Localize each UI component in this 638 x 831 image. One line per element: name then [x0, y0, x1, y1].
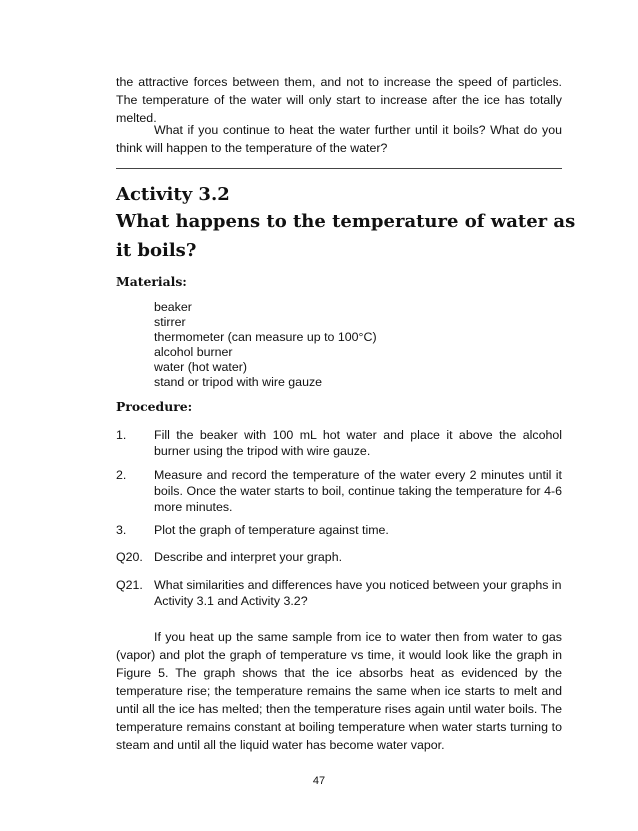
intro-paragraph-1: the attractive forces between them, and not to increase the speed of particles. The temperature of the water will only start to increase after the ice has totally melted.: [116, 75, 562, 125]
materials-item: stirrer: [154, 315, 186, 329]
procedure-step: [116, 522, 562, 538]
intro-paragraph-2: What if you continue to heat the water further until it boils? What do you think will happen to the temperature of the water?: [116, 123, 562, 155]
materials-item: thermometer (can measure up to 100°C): [154, 330, 377, 344]
page-number: 47: [312, 775, 326, 787]
step-text: Measure and record the temperature of the water every 2 minutes until it boils. Once the water starts to boil, continue taking the temperature for 4-6 more minutes.: [154, 468, 562, 514]
step-text: What similarities and differences have you noticed between your graphs in Activity 3.1 and Activity 3.2?: [154, 578, 562, 608]
step-number: 2.: [116, 468, 127, 482]
step-number: 1.: [116, 428, 127, 442]
activity-title: What happens to the temperature of water as it boils?: [116, 211, 576, 261]
materials-list: [154, 300, 377, 390]
materials-item: water (hot water): [154, 360, 247, 374]
step-number: Q20.: [116, 550, 143, 564]
step-number: 3.: [116, 523, 127, 537]
procedure-step: [116, 549, 562, 565]
materials-item: beaker: [154, 300, 192, 314]
step-text: Plot the graph of temperature against time.: [154, 523, 389, 537]
step-number: Q21.: [116, 578, 143, 592]
materials-item: stand or tripod with wire gauze: [154, 375, 323, 389]
section-divider: [116, 168, 562, 169]
procedure-step: [116, 577, 562, 609]
procedure-step: [116, 427, 562, 459]
step-text: Fill the beaker with 100 mL hot water and place it above the alcohol burner using the tripod with wire gauze.: [154, 428, 562, 458]
step-text: Describe and interpret your graph.: [154, 550, 343, 564]
activity-label: Activity 3.2: [116, 184, 230, 205]
procedure-step: [116, 467, 562, 515]
procedure-heading: Procedure:: [116, 399, 193, 414]
closing-paragraph: If you heat up the same sample from ice to water then from water to gas (vapor) and plot the graph of temperature vs time, it would look like the graph in Figure 5. The graph shows that the ice absorbs heat as evidenced by the temperature rise; the temperature remains the same when ice starts to melt and until all the ice has melted; then the temperature rises again until water boils. The temperature remains constant at boiling temperature when water starts turning to steam and until all the liquid water has become water vapor.: [116, 630, 562, 752]
materials-heading: Materials:: [116, 274, 187, 289]
materials-item: alcohol burner: [154, 345, 233, 359]
